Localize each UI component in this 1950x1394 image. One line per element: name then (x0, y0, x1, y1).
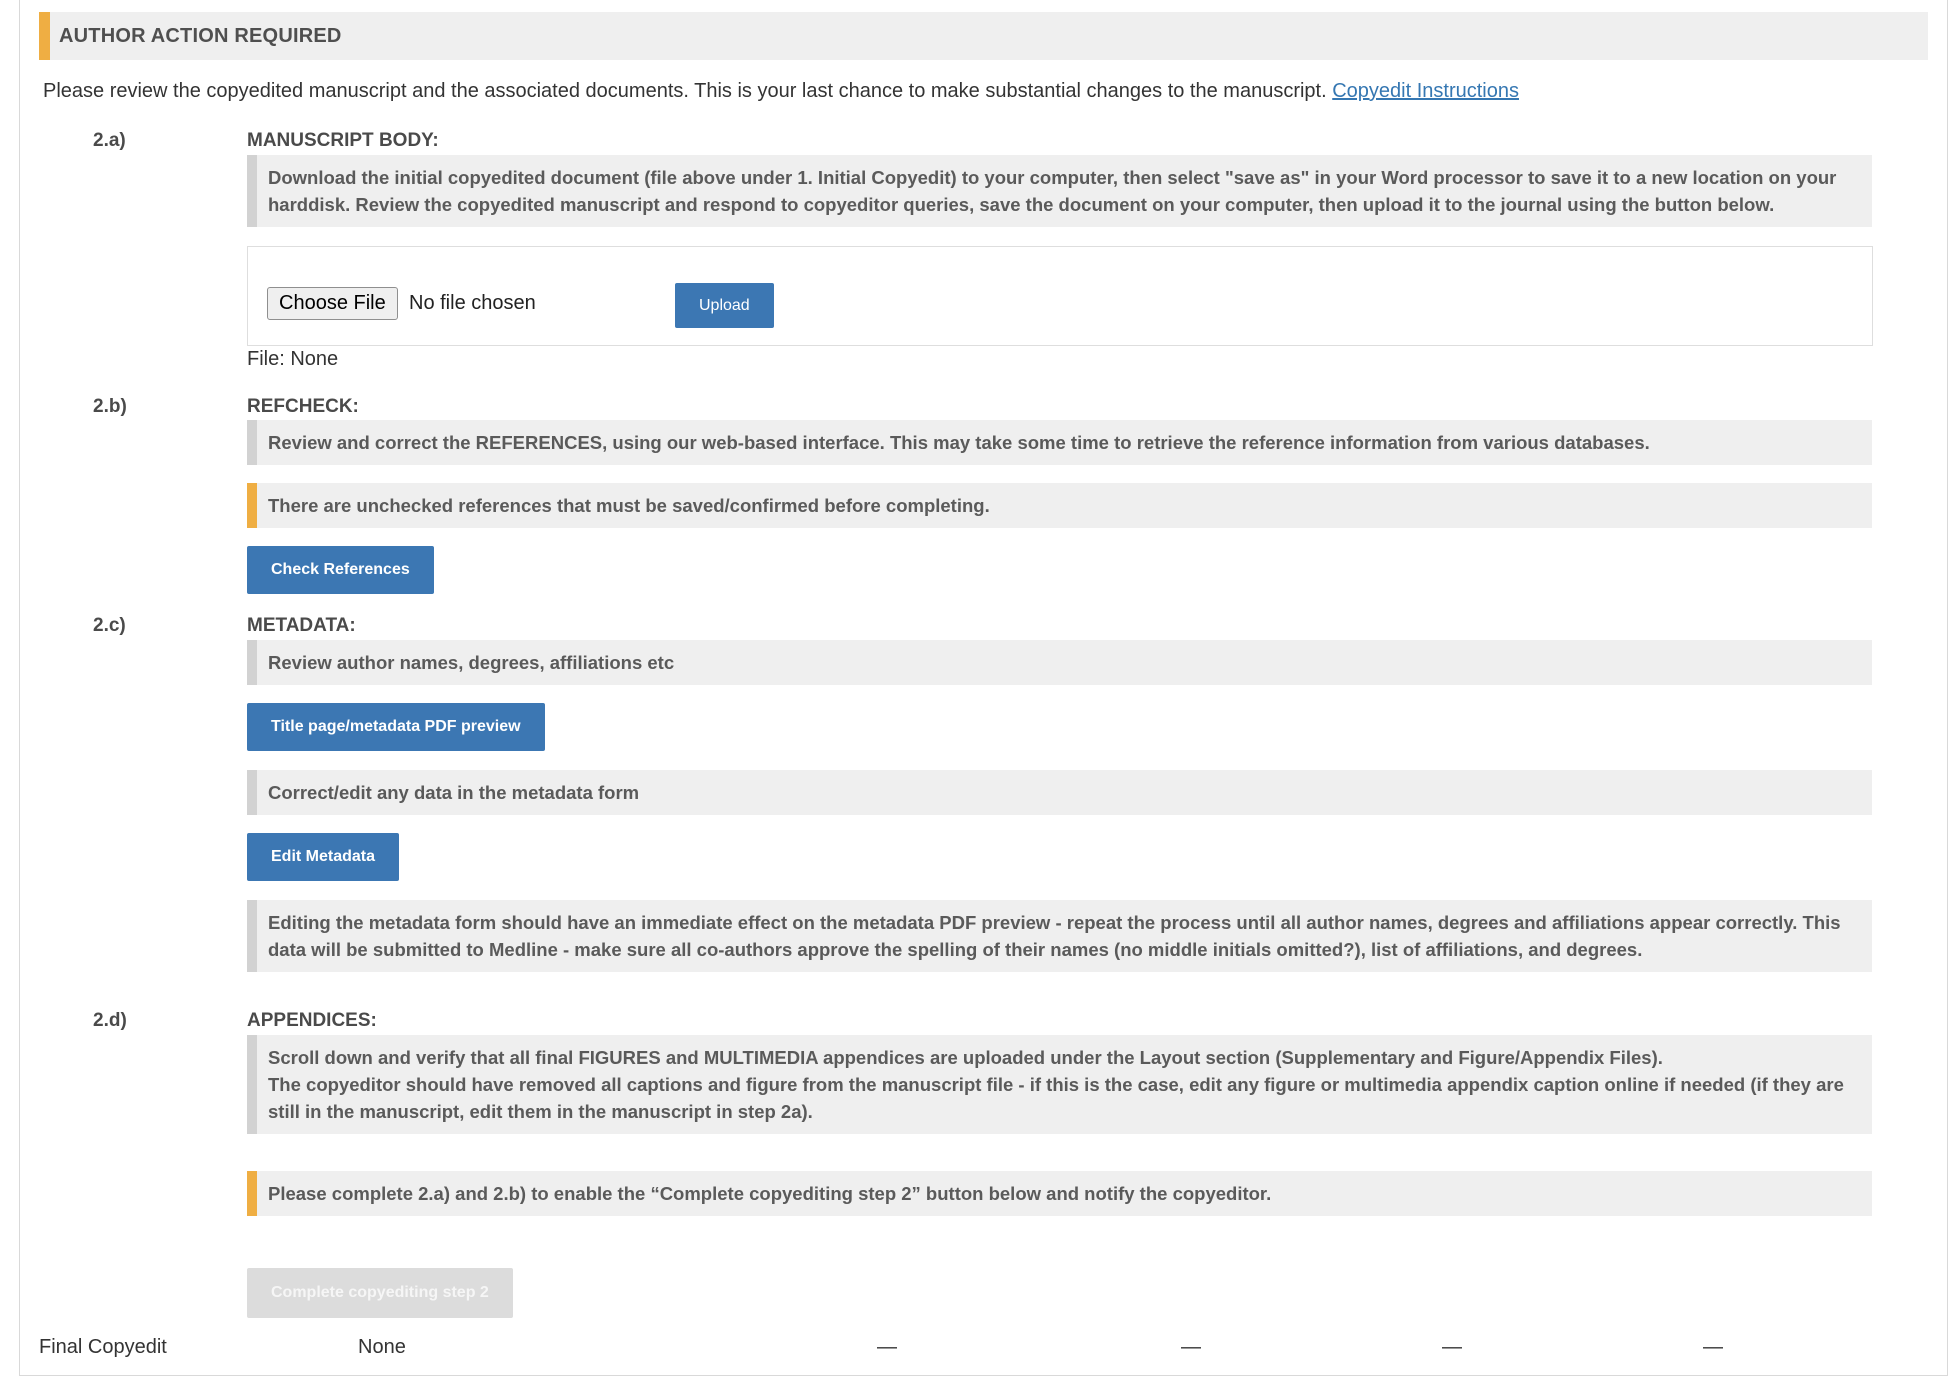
final-copyedit-col1: — (877, 1336, 897, 1358)
step-b-number: 2.b) (93, 396, 127, 417)
final-copyedit-value: None (358, 1336, 406, 1358)
file-chosen-status: No file chosen (409, 292, 536, 314)
author-action-header (39, 12, 1928, 60)
step-d-heading: APPENDICES: (247, 1010, 377, 1031)
final-copyedit-label: Final Copyedit (39, 1336, 167, 1358)
final-copyedit-col2: — (1181, 1336, 1201, 1358)
metadata-pdf-preview-button[interactable]: Title page/metadata PDF preview (247, 703, 545, 751)
step-a-note: Download the initial copyedited document (file above under 1. Initial Copyedit) to your computer, then select "save as" in your Word processor to save it to a new location on your harddisk. Review the copyedited manuscript and respond to copyeditor queries, save the document on your computer, then upload it to the journal using the button below. (247, 155, 1872, 227)
final-copyedit-row (39, 1336, 1929, 1366)
choose-file-button[interactable]: Choose File (267, 287, 398, 320)
step-d-note (247, 1035, 1872, 1134)
copyedit-instructions-link[interactable]: Copyedit Instructions (1332, 80, 1519, 102)
step-b-warning: There are unchecked references that must be saved/confirmed before completing. (247, 483, 1872, 528)
final-copyedit-col4: — (1703, 1336, 1723, 1358)
edit-metadata-button[interactable]: Edit Metadata (247, 833, 399, 881)
upload-form (247, 246, 1873, 346)
step-b-heading: REFCHECK: (247, 396, 359, 417)
final-copyedit-col3: — (1442, 1336, 1462, 1358)
header-title: AUTHOR ACTION REQUIRED (59, 24, 342, 47)
step-c-note-medline: Editing the metadata form should have an immediate effect on the metadata PDF preview - repeat the process until all author names, degrees and affiliations appear correctly. This data will be submitted to Medline - make sure all co-authors approve the spelling of their names (no middle initials omitted?), list of affiliations, and degrees. (247, 900, 1872, 972)
step-d-warning: Please complete 2.a) and 2.b) to enable the “Complete copyediting step 2” button below and notify the copyeditor. (247, 1171, 1872, 1216)
step-a-number: 2.a) (93, 130, 126, 151)
step-d-number: 2.d) (93, 1010, 127, 1031)
step-c-heading: METADATA: (247, 615, 356, 636)
step-d-note-line2: The copyeditor should have removed all captions and figure from the manuscript file - if this is the case, edit any figure or multimedia appendix caption online if needed (if they are still in the manuscript, edit them in the manuscript in step 2a). (268, 1074, 1844, 1122)
file-status: File: None (247, 348, 339, 370)
step-c-number: 2.c) (93, 615, 126, 636)
step-c-note-review: Review author names, degrees, affiliations etc (247, 640, 1872, 685)
upload-button[interactable]: Upload (675, 283, 774, 328)
step-c-note-correct: Correct/edit any data in the metadata form (247, 770, 1872, 815)
check-references-button[interactable]: Check References (247, 546, 434, 594)
step-b-note: Review and correct the REFERENCES, using our web-based interface. This may take some time to retrieve the reference information from various databases. (247, 420, 1872, 465)
complete-copyediting-button[interactable]: Complete copyediting step 2 (247, 1268, 513, 1318)
step-d-note-line1: Scroll down and verify that all final FIGURES and MULTIMEDIA appendices are uploaded under the Layout section (Supplementary and Figure/Appendix Files). (268, 1047, 1663, 1068)
intro-text (43, 80, 1923, 103)
intro-sentence: Please review the copyedited manuscript and the associated documents. This is your last chance to make substantial changes to the manuscript. (43, 80, 1327, 102)
step-a-heading: MANUSCRIPT BODY: (247, 130, 439, 151)
